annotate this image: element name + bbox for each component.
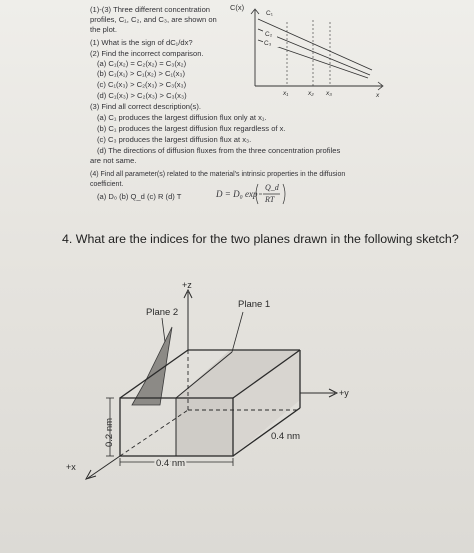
q3-option-d: (d) The directions of diffusion fluxes from the three concentration profiles — [97, 146, 341, 155]
formula-brackets — [256, 184, 285, 204]
formula-numerator: Q_d — [265, 183, 279, 192]
tick-x3: x₃ — [326, 90, 332, 97]
question-3: (3) Find all correct description(s). — [90, 102, 201, 111]
plane-2-label: Plane 2 — [146, 307, 179, 318]
intro-line-3: the plot. — [90, 25, 118, 34]
intro-line-2: profiles, C₁, C₂, and C₃, are shown on — [90, 15, 217, 24]
plane-1-face — [176, 398, 233, 456]
unit-cell-sketch — [86, 290, 337, 479]
label-c3: C₃ — [264, 40, 272, 47]
plane-1-label: Plane 1 — [238, 299, 271, 310]
question-1: (1) What is the sign of dC₁/dx? — [90, 38, 193, 47]
dim-x-label: 0.4 nm — [156, 458, 186, 469]
formula-denominator: RT — [265, 195, 275, 204]
q2-option-a: (a) C₁(x₂) = C₂(x₂) = C₃(x₂) — [97, 59, 187, 68]
q3-option-a: (a) C₁ produces the largest diffusion flux only at x₁. — [97, 113, 267, 122]
q3-option-b: (b) C₁ produces the largest diffusion flux regardless of x. — [97, 124, 286, 133]
axis-z-label: +z — [182, 280, 192, 290]
dim-y-label: 0.4 nm — [271, 431, 301, 442]
tick-x2: x₂ — [308, 90, 314, 97]
q2-option-d: (d) C₁(x₃) > C₂(x₃) > C₃(x₃) — [97, 91, 187, 100]
plot-x-label: x — [376, 92, 380, 99]
q2-option-c: (c) C₁(x₃) > C₂(x₃) > C₃(x₃) — [97, 80, 187, 89]
question-2: (2) Find the incorrect comparison. — [90, 49, 204, 58]
question-4-heading: 4. What are the indices for the two planes drawn in the following sketch? — [62, 232, 459, 246]
axis-x-label: +x — [66, 462, 76, 472]
label-c2: C₂ — [265, 31, 273, 38]
q3-option-d-continued: are not same. — [90, 156, 137, 165]
concentration-plot — [230, 3, 383, 99]
diffusion-formula-lhs: D = D₀ exp — [216, 189, 258, 199]
label-c1: C₁ — [266, 10, 273, 17]
question-4-line-2: coefficient. — [90, 181, 124, 188]
q2-option-b: (b) C₁(x₁) > C₁(x₂) > C₁(x₃) — [97, 69, 186, 78]
plot-y-label: C(x) — [230, 3, 245, 12]
axis-y-label: +y — [339, 388, 349, 398]
x-axis — [88, 456, 120, 478]
intro-line-1: (1)-(3) Three different concentration — [90, 5, 211, 14]
q3-option-c: (c) C₃ produces the largest diffusion flux at x₃. — [97, 135, 252, 144]
tick-x1: x₁ — [283, 90, 289, 97]
q4-options: (a) D₀ (b) Q_d (c) R (d) T — [97, 192, 182, 201]
question-4-line-1: (4) Find all parameter(s) related to the material's intrinsic properties in the diffusion — [90, 171, 346, 178]
dim-z-label: 0.2 nm — [104, 417, 115, 447]
